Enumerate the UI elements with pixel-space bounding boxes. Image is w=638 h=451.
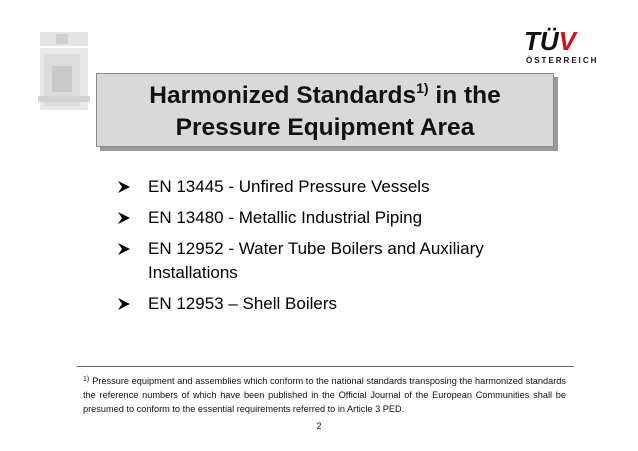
arrow-bullet-icon — [118, 212, 130, 224]
page-number: 2 — [316, 421, 322, 431]
slide-title-box — [96, 73, 554, 147]
list-item: EN 12952 - Water Tube Boilers and Auxiliary Installations — [118, 237, 558, 285]
footnote-divider — [77, 366, 574, 367]
tuv-logo — [516, 28, 602, 68]
list-item: EN 12953 – Shell Boilers — [118, 292, 558, 316]
standards-list — [118, 175, 558, 323]
logo-subtitle: ÖSTERREICH — [526, 56, 599, 65]
slide-title-line-2: Pressure Equipment Area — [175, 114, 475, 141]
arrow-bullet-icon — [118, 243, 130, 255]
footnote-reference: 1) — [416, 80, 429, 96]
logo-wordmark: TÜV — [524, 26, 577, 56]
footnote-text: Pressure equipment and assemblies which conform to the national standards transposing the harmonized standards the reference numbers of which have been published in the Official Journal of the European Communities shall be presumed to conform to the essential requirements referred to in Article 3 PED. — [83, 376, 566, 414]
decorative-building-graphic — [38, 32, 90, 112]
footnote-marker: 1) — [83, 376, 90, 383]
arrow-bullet-icon — [118, 298, 130, 310]
list-item: EN 13480 - Metallic Industrial Piping — [118, 206, 558, 230]
arrow-bullet-icon — [118, 181, 130, 193]
slide-title-line-1: Harmonized Standards$^{1)}$ in the — [149, 80, 501, 109]
list-item: EN 13445 - Unfired Pressure Vessels — [118, 175, 558, 199]
footnote — [83, 374, 566, 416]
